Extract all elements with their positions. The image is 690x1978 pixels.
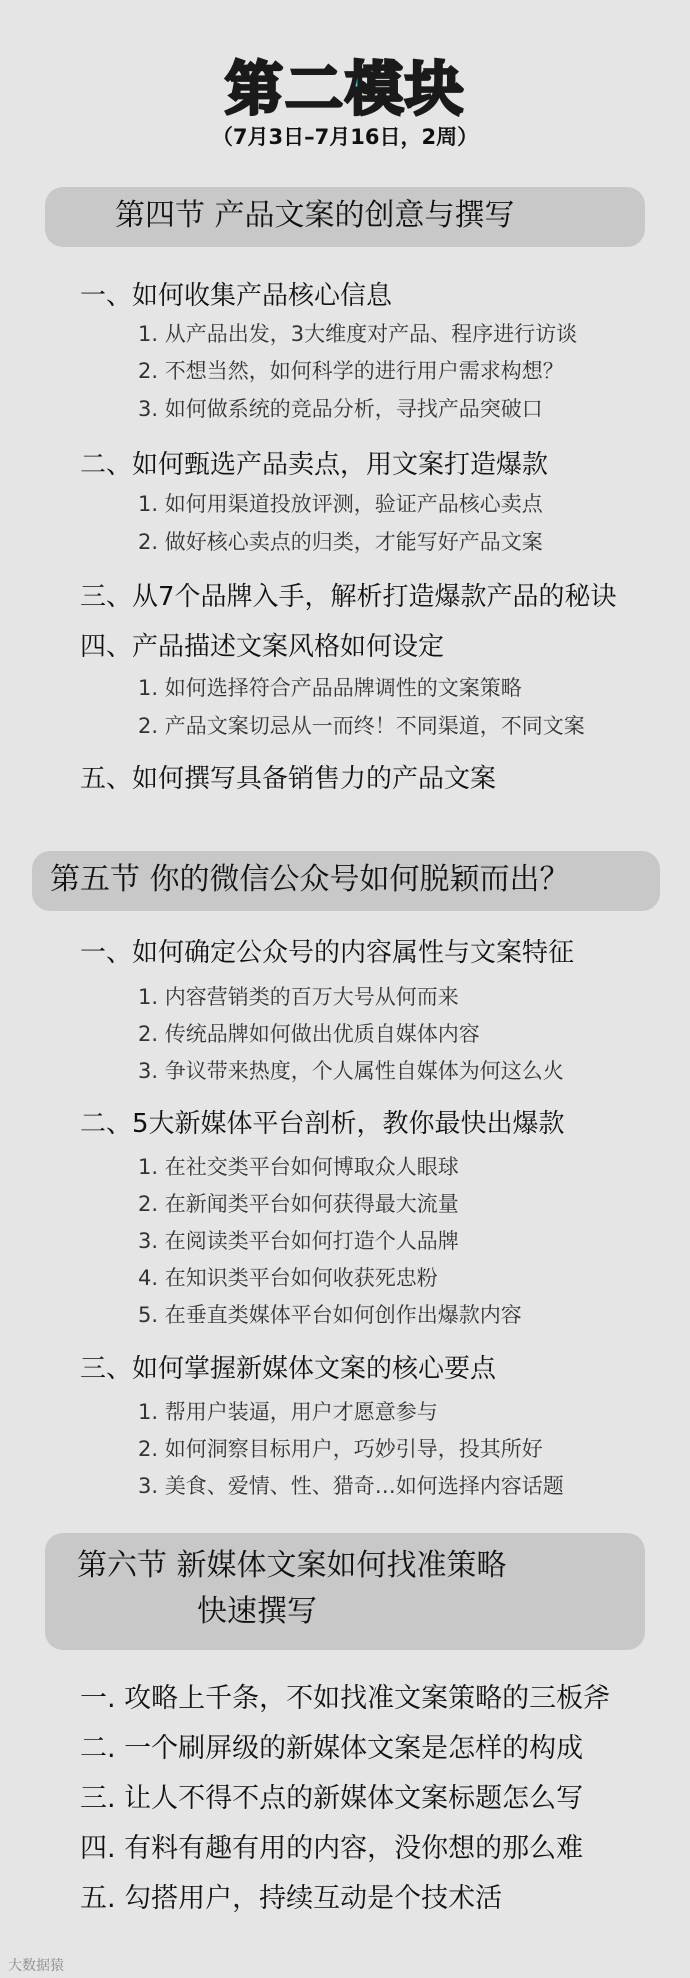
section6-item: 一. 攻略上千条，不如找准文案策略的三板斧 [80, 1683, 611, 1714]
section5-item: 2. 在新闻类平台如何获得最大流量 [138, 1192, 459, 1216]
module-date-range: （7月3日–7月16日，2周） [211, 125, 479, 149]
section4-header [45, 187, 645, 247]
section4-item: 二、如何甄选产品卖点，用文案打造爆款 [80, 450, 549, 480]
section5-item: 2. 传统品牌如何做出优质自媒体内容 [138, 1022, 480, 1046]
section6-header [45, 1533, 645, 1650]
section5-item: 1. 在社交类平台如何博取众人眼球 [138, 1155, 459, 1179]
section4-item: 2. 产品文案切忌从一而终！不同渠道，不同文案 [138, 714, 585, 738]
section6-item: 四. 有料有趣有用的内容，没你想的那么难 [80, 1833, 584, 1864]
section4-item: 1. 如何选择符合产品品牌调性的文案策略 [138, 676, 522, 700]
section5-item: 1. 帮用户装逼，用户才愿意参与 [138, 1400, 438, 1424]
section4-item: 3. 如何做系统的竞品分析，寻找产品突破口 [138, 397, 543, 421]
section5-item: 1. 内容营销类的百万大号从何而来 [138, 985, 459, 1009]
section4-item: 三、从7个品牌入手，解析打造爆款产品的秘诀 [80, 582, 617, 612]
section5-item: 5. 在垂直类媒体平台如何创作出爆款内容 [138, 1303, 522, 1327]
section6-item: 五. 勾搭用户，持续互动是个技术活 [80, 1883, 503, 1914]
section4-item: 1. 如何用渠道投放评测，验证产品核心卖点 [138, 492, 543, 516]
section4-title: 第四节 产品文案的创意与撰写 [115, 198, 515, 233]
section4-item: 一、如何收集产品核心信息 [80, 281, 393, 311]
section4-item: 五、如何撰写具备销售力的产品文案 [80, 764, 497, 794]
module-title: 第二模块 [224, 55, 465, 123]
section5-item: 三、如何掌握新媒体文案的核心要点 [80, 1354, 497, 1384]
section5-item: 4. 在知识类平台如何收获死忠粉 [138, 1266, 438, 1290]
section5-item: 3. 在阅读类平台如何打造个人品牌 [138, 1229, 459, 1253]
section6-item: 三. 让人不得不点的新媒体文案标题怎么写 [80, 1783, 584, 1814]
section5-header [32, 851, 660, 911]
section5-item: 3. 争议带来热度，个人属性自媒体为何这么火 [138, 1059, 564, 1083]
section5-item: 2. 如何洞察目标用户，巧妙引导，投其所好 [138, 1437, 543, 1461]
section5-title: 第五节 你的微信公众号如何脱颖而出？ [50, 862, 570, 897]
section4-item: 四、产品描述文案风格如何设定 [80, 632, 445, 662]
section4-item: 1. 从产品出发，3大维度对产品、程序进行访谈 [138, 322, 578, 346]
section4-item: 2. 不想当然，如何科学的进行用户需求构想？ [138, 359, 564, 383]
section6-title-line2: 快速撰写 [197, 1594, 317, 1629]
watermark: 大数据猿 [8, 1958, 64, 1974]
section6-title-line1: 第六节 新媒体文案如何找准策略 [77, 1548, 507, 1583]
section5-item: 3. 美食、爱情、性、猎奇…如何选择内容话题 [138, 1474, 564, 1498]
section5-item: 一、如何确定公众号的内容属性与文案特征 [80, 938, 575, 968]
section6-item: 二. 一个刷屏级的新媒体文案是怎样的构成 [80, 1733, 584, 1764]
section4-item: 2. 做好核心卖点的归类，才能写好产品文案 [138, 530, 543, 554]
section5-item: 二、5大新媒体平台剖析，教你最快出爆款 [80, 1109, 565, 1139]
